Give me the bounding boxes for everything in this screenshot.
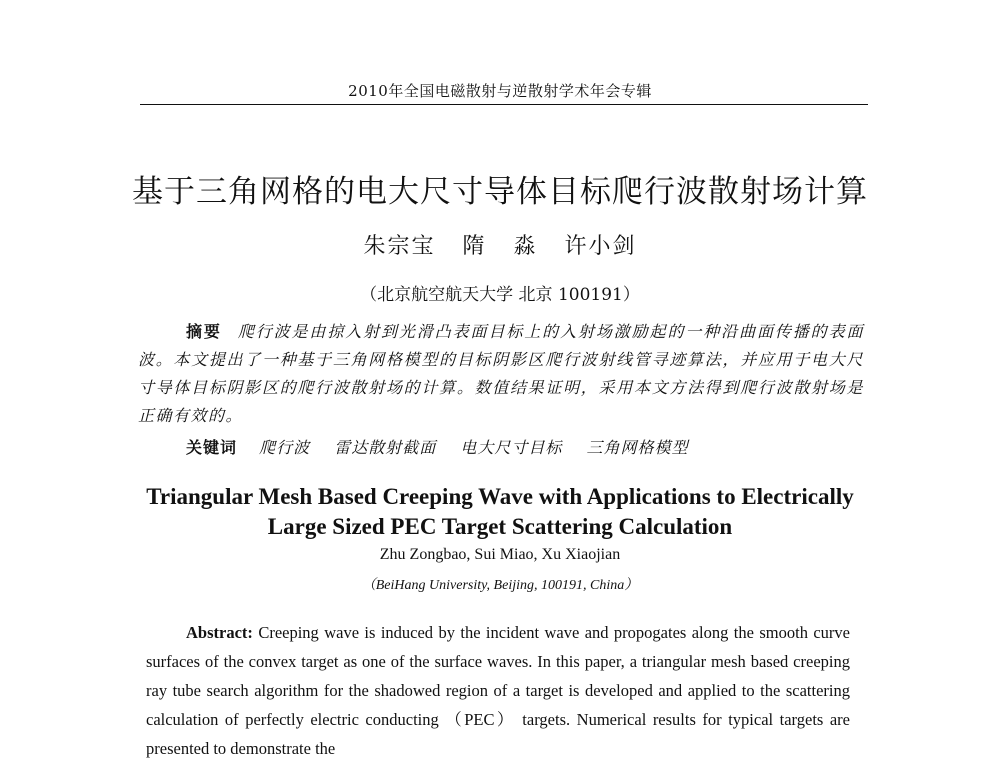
abstract-en-text: Creeping wave is induced by the incident wave and propogates along the smooth curve surfaces of the convex target as one of the surface waves. In this paper, a triangular mesh based creeping ray tube search algorithm for the shadowed region of a target is developed and applied to the scattering calculation of perfectly electric conducting （PEC） targets. Numerical results for typical targets are presented to demonstrate the (146, 623, 850, 758)
keyword: 雷达散射截面 (334, 438, 437, 457)
title-cn: 基于三角网格的电大尺寸导体目标爬行波散射场计算 (132, 174, 868, 210)
affiliation-cn: （北京航空航天大学 北京 100191） (360, 285, 640, 305)
abstract-en-label: Abstract: (186, 623, 253, 642)
abstract-cn-label: 摘要 (186, 322, 222, 341)
keyword: 三角网格模型 (586, 438, 689, 457)
keyword: 爬行波 (259, 438, 311, 457)
abstract-en (146, 618, 850, 763)
title-en-line-1: Triangular Mesh Based Creeping Wave with Applications to Electrically (146, 484, 854, 509)
title-en (100, 482, 900, 542)
running-header: 2010年全国电磁散射与逆散射学术年会专辑 (348, 82, 652, 100)
abstract-cn (138, 318, 864, 430)
authors-cn: 朱宗宝 隋 淼 许小剑 (363, 234, 637, 259)
keywords-cn-label: 关键词 (186, 438, 238, 457)
affiliation-en: （BeiHang University, Beijing, 100191, China） (361, 578, 639, 593)
title-en-line-2: Large Sized PEC Target Scattering Calculation (267, 514, 733, 539)
authors-en: Zhu Zongbao, Sui Miao, Xu Xiaojian (379, 546, 621, 563)
keywords-cn (186, 434, 886, 462)
abstract-cn-text: 爬行波是由掠入射到光滑凸表面目标上的入射场激励起的一种沿曲面传播的表面波。本文提出了一种基于三角网格模型的目标阴影区爬行波射线管寻迹算法，并应用于电大尺寸导体目标阴影区的爬行波散射场的计算。数值结果证明，采用本文方法得到爬行波散射场是正确有效的。 (138, 322, 864, 425)
header-rule (140, 104, 868, 105)
keyword: 电大尺寸目标 (460, 438, 563, 457)
